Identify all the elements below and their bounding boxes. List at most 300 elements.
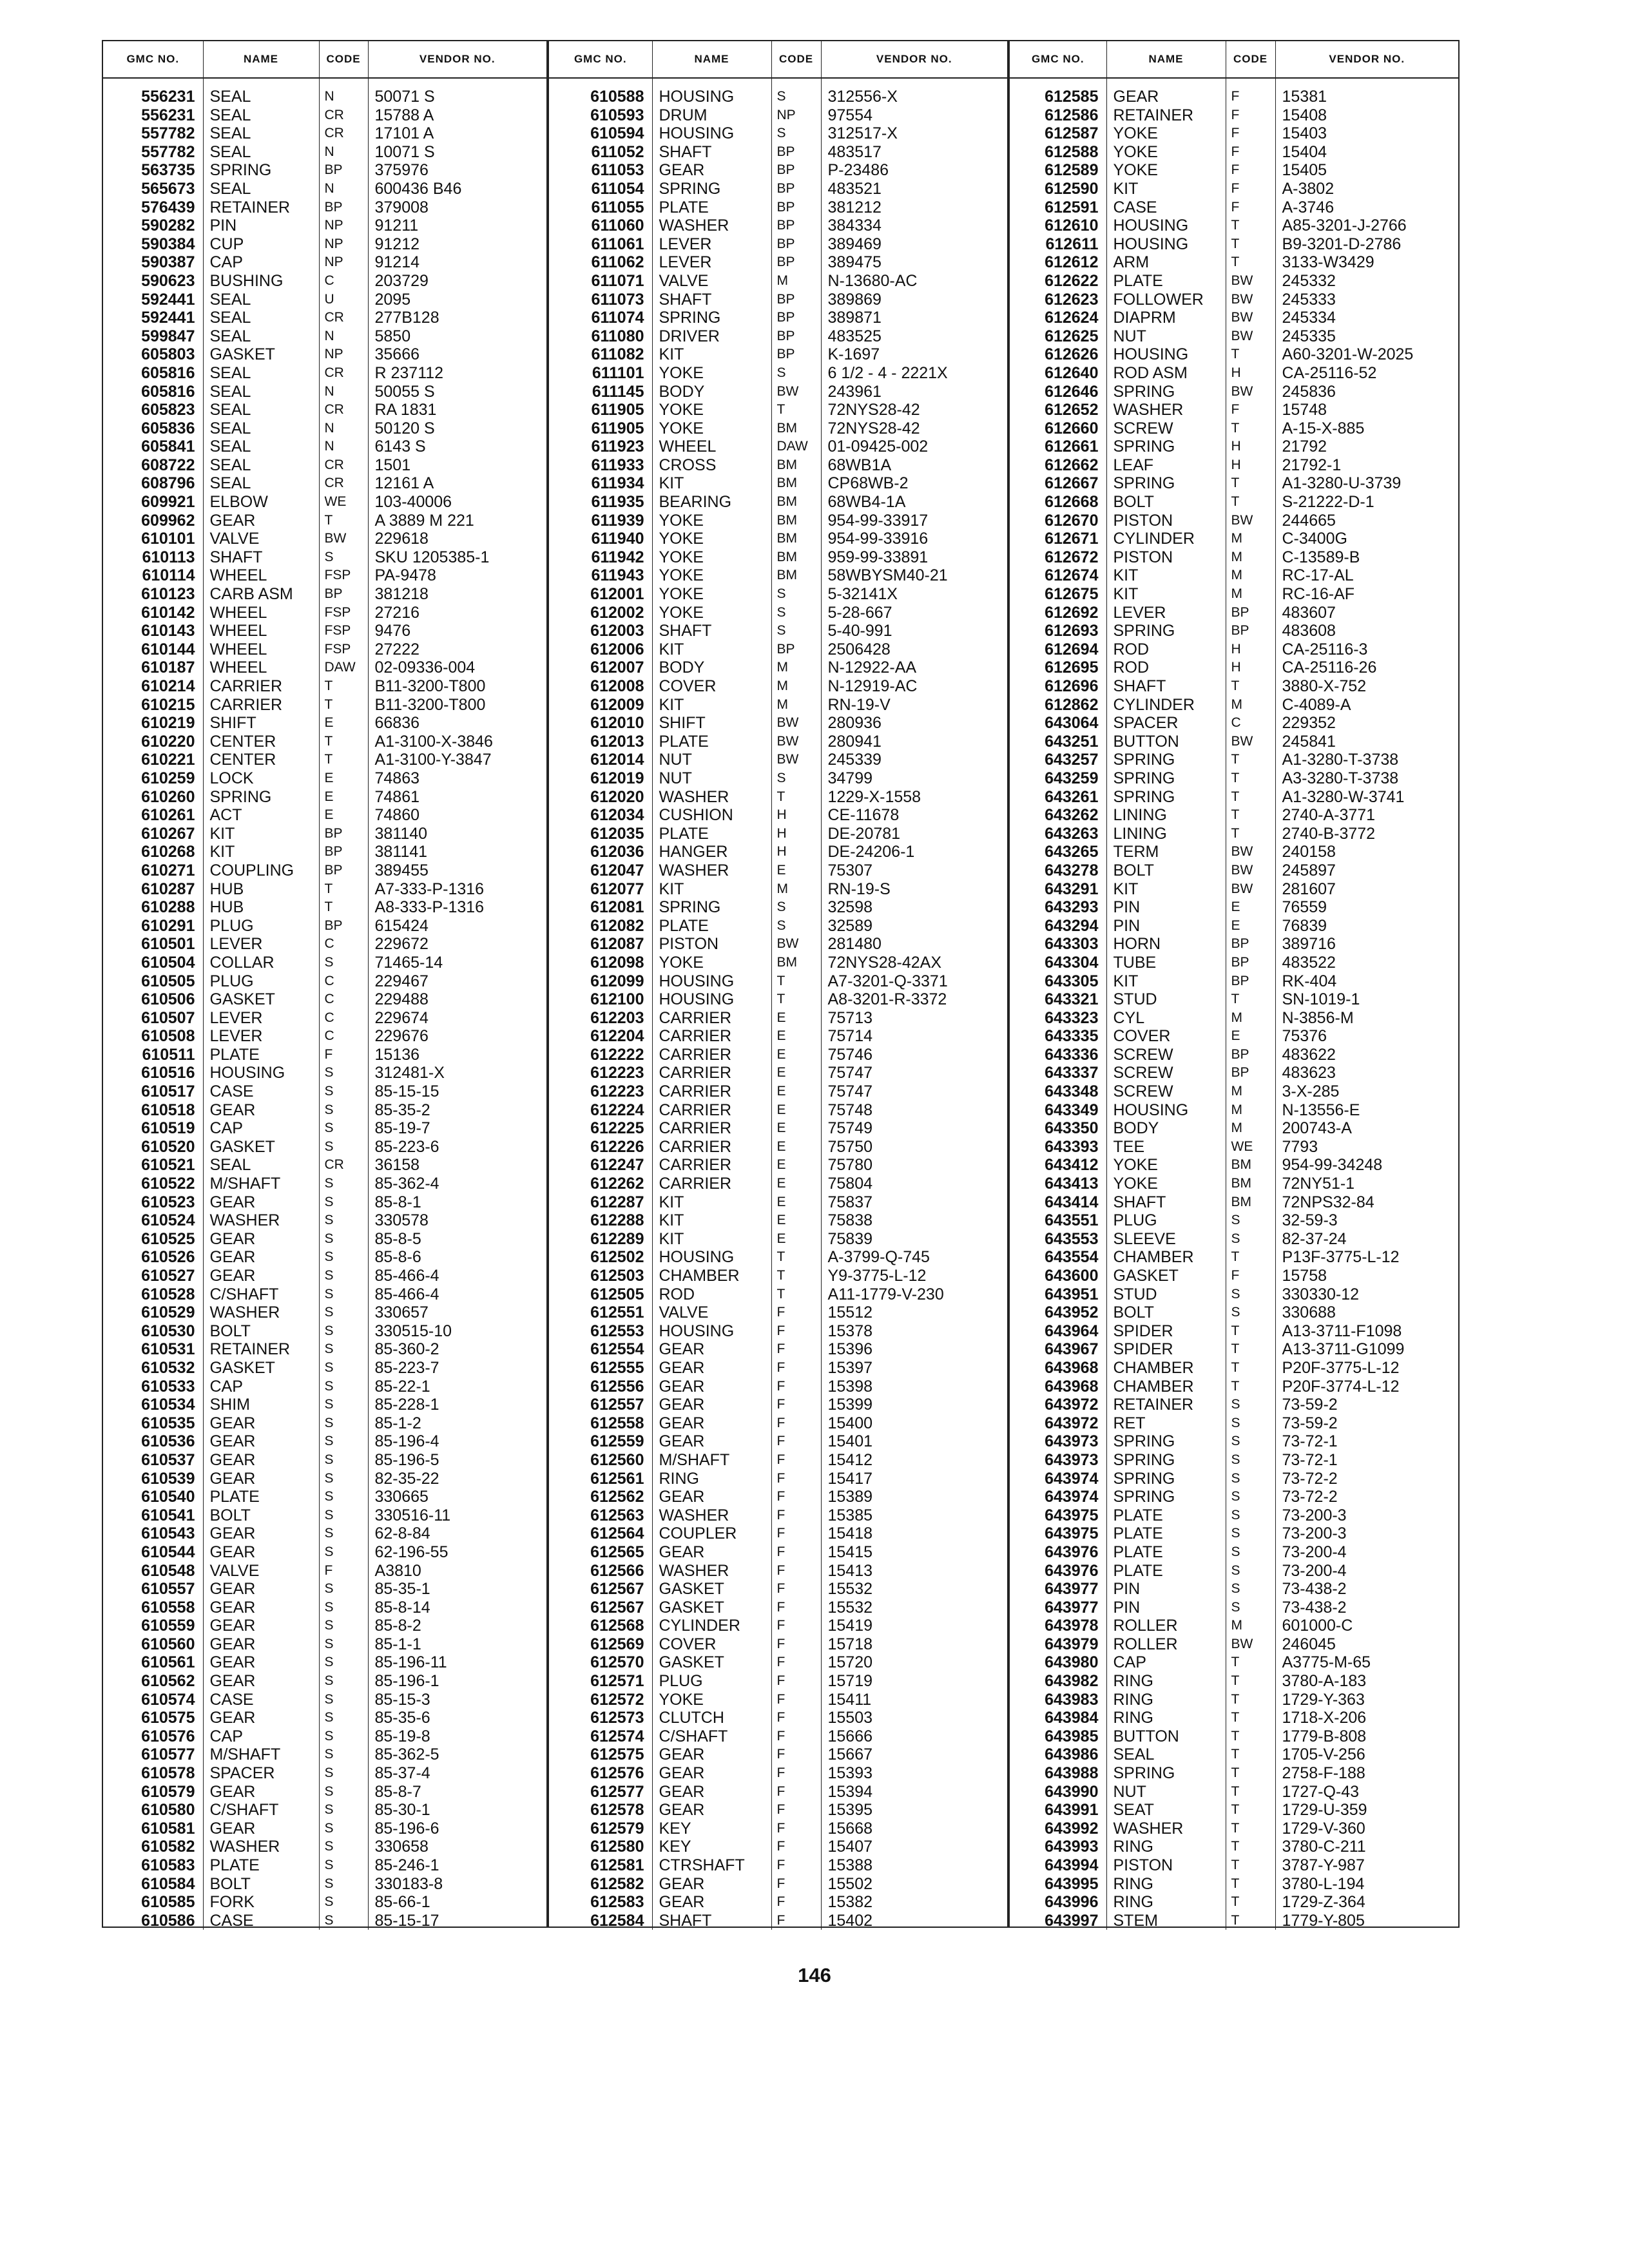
table-row [549,1745,1007,1764]
gmc-no-cell: 612578 [549,1801,652,1820]
table-row [103,493,546,512]
name-cell: HUB [203,898,319,917]
vendor-no-cell: 15532 [827,1580,873,1599]
gmc-no-cell: 612502 [549,1248,652,1267]
vendor-no-cell: CA-25116-3 [1282,640,1368,658]
table-row [549,345,1007,364]
header-gmc-no: GMC NO. [549,41,652,78]
name-cell: HUB [203,880,319,899]
vendor-no-cell: 58WBYSM40-21 [827,566,948,585]
table-row [1010,843,1458,861]
table-row [549,825,1007,843]
table-row [549,1009,1007,1028]
vendor-no-cell: 85-196-4 [374,1432,439,1451]
name-cell: CENTER [203,733,319,751]
gmc-no-cell: 612579 [549,1820,652,1838]
code-cell: BW [1226,291,1275,309]
name-cell: CUSHION [652,806,771,825]
name-cell: GEAR [203,1432,319,1451]
vendor-no-cell: 600436 B46 [374,179,462,198]
gmc-no-cell: 643972 [1010,1414,1106,1433]
table-row [103,1653,546,1672]
name-cell: GEAR [203,1248,319,1267]
vendor-no-cell: A3775-M-65 [1282,1653,1371,1672]
vendor-no-cell: 21792-1 [1282,456,1342,474]
table-row [103,548,546,567]
code-cell: S [319,1709,368,1727]
name-cell: SEAL [203,327,319,346]
gmc-no-cell: 643972 [1010,1396,1106,1414]
code-cell: M [1226,585,1275,604]
table-row [103,898,546,917]
code-cell: S [319,1248,368,1267]
table-row [1010,493,1458,512]
gmc-no-cell: 612576 [549,1764,652,1783]
vendor-no-cell: 66836 [374,714,420,733]
vendor-no-cell: 15411 [827,1690,872,1709]
table-row [103,677,546,696]
code-cell: S [319,1820,368,1838]
name-cell: FOLLOWER [1106,291,1226,309]
gmc-no-cell: 612667 [1010,474,1106,493]
code-cell: E [771,1027,821,1046]
code-cell: F [771,1524,821,1543]
name-cell: BOLT [1106,861,1226,880]
name-cell: M/SHAFT [652,1451,771,1470]
name-cell: WASHER [652,861,771,880]
code-cell: F [771,1432,821,1451]
gmc-no-cell: 643323 [1010,1009,1106,1028]
gmc-no-cell: 612567 [549,1580,652,1599]
code-cell: T [1226,769,1275,788]
table-row [1010,1156,1458,1175]
code-cell: T [319,733,368,751]
gmc-no-cell: 610520 [103,1138,203,1157]
code-cell: E [1226,1027,1275,1046]
name-cell: PLATE [1106,1524,1226,1543]
name-cell: PLUG [652,1672,771,1691]
gmc-no-cell: 612555 [549,1359,652,1378]
gmc-no-cell: 612099 [549,972,652,991]
gmc-no-cell: 612862 [1010,696,1106,715]
name-cell: COVER [652,677,771,696]
table-row [549,1617,1007,1635]
name-cell: LEVER [203,935,319,954]
name-cell: GEAR [203,512,319,530]
table-row [103,1543,546,1562]
name-cell: KEY [652,1838,771,1856]
gmc-no-cell: 610534 [103,1396,203,1414]
gmc-no-cell: 612590 [1010,180,1106,198]
code-cell: T [1226,1672,1275,1691]
vendor-no-cell: 483608 [1282,622,1336,640]
name-cell: SEAL [203,180,319,198]
vendor-no-cell: 15413 [827,1561,873,1580]
gmc-no-cell: 610261 [103,806,203,825]
gmc-no-cell: 612553 [549,1322,652,1341]
table-row [103,1027,546,1046]
code-cell: BM [1226,1156,1275,1175]
table-row [549,604,1007,622]
name-cell: TERM [1106,843,1226,861]
code-cell: DAW [319,658,368,677]
table-row [549,1783,1007,1802]
name-cell: KIT [652,1193,771,1212]
table-row [549,1691,1007,1709]
vendor-no-cell: 330330-12 [1282,1285,1360,1303]
name-cell: CROSS [652,456,771,475]
gmc-no-cell: 612081 [549,898,652,917]
table-row [103,1635,546,1654]
gmc-no-cell: 612100 [549,990,652,1009]
gmc-no-cell: 643984 [1010,1709,1106,1727]
gmc-no-cell: 612007 [549,658,652,677]
code-cell: S [319,1875,368,1894]
code-cell: E [771,1175,821,1193]
name-cell: GEAR [203,1451,319,1470]
gmc-no-cell: 612610 [1010,216,1106,235]
gmc-no-cell: 605816 [103,364,203,383]
vendor-no-cell: 85-1-1 [374,1635,421,1653]
vendor-no-cell: 72NYS28-42 [827,419,920,437]
table-row [1010,1285,1458,1304]
vendor-no-cell: PA-9478 [374,566,436,585]
vendor-no-cell: 75750 [827,1137,873,1156]
name-cell: RET [1106,1414,1226,1433]
vendor-no-cell: DE-20781 [827,824,901,843]
gmc-no-cell: 611054 [549,180,652,198]
code-cell: BW [1226,843,1275,861]
gmc-no-cell: 643976 [1010,1543,1106,1562]
gmc-no-cell: 643982 [1010,1672,1106,1691]
gmc-no-cell: 612581 [549,1856,652,1875]
name-cell: CUP [203,235,319,254]
name-cell: YOKE [652,585,771,604]
vendor-no-cell: 82-35-22 [374,1469,439,1488]
gmc-no-cell: 610581 [103,1820,203,1838]
gmc-no-cell: 565673 [103,180,203,198]
vendor-no-cell: 50071 S [374,88,435,106]
gmc-no-cell: 643414 [1010,1193,1106,1212]
code-cell: S [319,1672,368,1691]
code-cell: BW [771,733,821,751]
code-cell: S [1226,1562,1275,1581]
code-cell: S [319,1617,368,1635]
table-row [103,235,546,254]
vendor-no-cell: 85-246-1 [374,1856,439,1874]
vendor-no-cell: 85-196-1 [374,1672,439,1691]
vendor-no-cell: 389475 [827,253,882,272]
gmc-no-cell: 643975 [1010,1524,1106,1543]
vendor-no-cell: N-13556-E [1282,1100,1360,1119]
code-cell: BW [1226,1635,1275,1654]
code-cell: H [1226,364,1275,383]
name-cell: ELBOW [203,493,319,512]
name-cell: CYL [1106,1009,1226,1028]
code-cell: S [319,1543,368,1562]
gmc-no-cell: 612565 [549,1543,652,1562]
gmc-no-cell: 612561 [549,1470,652,1488]
gmc-no-cell: 612013 [549,733,652,751]
name-cell: PISTON [1106,1856,1226,1875]
code-cell: BW [1226,383,1275,401]
gmc-no-cell: 610558 [103,1599,203,1617]
vendor-no-cell: 6 1/2 - 4 - 2221X [827,363,948,382]
code-cell: N [319,180,368,198]
vendor-no-cell: 73-59-2 [1282,1396,1338,1414]
code-cell: S [319,1082,368,1101]
gmc-no-cell: 590384 [103,235,203,254]
gmc-no-cell: 612077 [549,880,652,899]
code-cell: F [771,1340,821,1359]
name-cell: PLUG [1106,1211,1226,1230]
vendor-no-cell: 312481-X [374,1064,445,1082]
code-cell: T [1226,1727,1275,1746]
code-cell: M [771,272,821,291]
gmc-no-cell: 643393 [1010,1138,1106,1157]
gmc-no-cell: 612020 [549,788,652,807]
code-cell: F [771,1801,821,1820]
code-cell: T [319,677,368,696]
name-cell: YOKE [1106,1175,1226,1193]
name-cell: ROLLER [1106,1617,1226,1635]
gmc-no-cell: 611071 [549,272,652,291]
code-cell: C [319,935,368,954]
table-row [103,1119,546,1138]
gmc-no-cell: 612556 [549,1378,652,1396]
table-row [103,1506,546,1525]
code-cell: E [1226,898,1275,917]
gmc-no-cell: 610259 [103,769,203,788]
vendor-no-cell: 75747 [827,1064,873,1082]
code-cell: S [1226,1451,1275,1470]
table-row [549,917,1007,936]
name-cell: COUPLER [652,1524,771,1543]
name-cell: SPRING [652,309,771,327]
gmc-no-cell: 610588 [549,78,652,106]
table-row [549,585,1007,604]
vendor-no-cell: A-3799-Q-745 [827,1248,930,1267]
name-cell: CAP [1106,1653,1226,1672]
gmc-no-cell: 643305 [1010,972,1106,991]
name-cell: GASKET [203,990,319,1009]
gmc-no-cell: 611052 [549,143,652,162]
code-cell: T [1226,1820,1275,1838]
gmc-no-cell: 612660 [1010,419,1106,438]
vendor-no-cell: 15719 [827,1672,873,1691]
header-name: NAME [1106,41,1226,78]
vendor-no-cell: 330516-11 [374,1506,451,1524]
code-cell: E [771,1138,821,1157]
name-cell: WASHER [652,1562,771,1581]
vendor-no-cell: 75749 [827,1119,873,1138]
table-row [103,658,546,677]
vendor-no-cell: 85-223-6 [374,1137,439,1156]
code-cell: S [319,1193,368,1212]
code-cell: S [319,1175,368,1193]
gmc-no-cell: 612586 [1010,106,1106,125]
table-row [103,309,546,327]
vendor-no-cell: 103-40006 [374,493,452,512]
code-cell: T [1226,1653,1275,1672]
gmc-no-cell: 612580 [549,1838,652,1856]
vendor-no-cell: 959-99-33891 [827,548,929,566]
name-cell: KIT [652,696,771,715]
gmc-no-cell: 610559 [103,1617,203,1635]
name-cell: LEVER [203,1009,319,1028]
name-cell: KIT [203,825,319,843]
page-number: 146 [798,1964,831,1986]
name-cell: SHIFT [203,714,319,733]
vendor-no-cell: 7793 [1282,1137,1318,1156]
name-cell: GEAR [652,1432,771,1451]
table-row [549,1764,1007,1783]
vendor-no-cell: 72NPS32-84 [1282,1193,1374,1211]
gmc-no-cell: 611055 [549,198,652,217]
name-cell: HOUSING [1106,345,1226,364]
table-row [549,1801,1007,1820]
vendor-no-cell: 75837 [827,1193,873,1211]
gmc-no-cell: 643974 [1010,1470,1106,1488]
name-cell: YOKE [652,604,771,622]
name-cell: STUD [1106,1285,1226,1304]
code-cell: T [1226,1691,1275,1709]
gmc-no-cell: 610560 [103,1635,203,1654]
table-row [103,106,546,125]
gmc-no-cell: 557782 [103,124,203,143]
code-cell: C [319,272,368,291]
table-row [1010,751,1458,769]
code-cell: T [1226,1359,1275,1378]
name-cell: SEAL [203,456,319,475]
table-row [103,474,546,493]
name-cell: GEAR [203,1783,319,1802]
vendor-no-cell: 15396 [827,1340,873,1359]
code-cell: F [771,1838,821,1856]
vendor-no-cell: 15395 [827,1801,873,1820]
table-row [549,1340,1007,1359]
gmc-no-cell: 612626 [1010,345,1106,364]
gmc-no-cell: 643413 [1010,1175,1106,1193]
vendor-no-cell: 389869 [827,290,882,309]
table-row [103,1672,546,1691]
gmc-no-cell: 612222 [549,1046,652,1064]
vendor-no-cell: RA 1831 [374,401,437,419]
name-cell: HOUSING [652,78,771,106]
gmc-no-cell: 611053 [549,161,652,180]
code-cell: S [319,1912,368,1930]
vendor-no-cell: 75746 [827,1045,873,1064]
code-cell: T [1226,1709,1275,1727]
gmc-no-cell: 643350 [1010,1119,1106,1138]
table-row [1010,1359,1458,1378]
table-row [549,1193,1007,1212]
name-cell: PLATE [203,1856,319,1875]
gmc-no-cell: 612001 [549,585,652,604]
code-cell: T [771,1248,821,1267]
code-cell: T [1226,1912,1275,1930]
code-cell: BP [771,640,821,659]
name-cell: VALVE [652,272,771,291]
table-row [103,714,546,733]
vendor-no-cell: 73-72-2 [1282,1469,1338,1488]
gmc-no-cell: 643951 [1010,1285,1106,1304]
name-cell: WASHER [1106,1820,1226,1838]
gmc-no-cell: 556231 [103,78,203,106]
vendor-no-cell: 384334 [827,216,882,235]
vendor-no-cell: 75838 [827,1211,873,1230]
code-cell: S [319,1303,368,1322]
code-cell: S [319,1451,368,1470]
vendor-no-cell: CP68WB-2 [827,474,909,493]
table-row [549,124,1007,143]
name-cell: RETAINER [1106,106,1226,125]
vendor-no-cell: C-13589-B [1282,548,1360,566]
vendor-no-cell: 72NY51-1 [1282,1175,1355,1193]
table-row [549,677,1007,696]
vendor-no-cell: 75780 [827,1156,873,1175]
vendor-no-cell: 3-X-285 [1282,1082,1340,1101]
vendor-no-cell: 85-15-15 [374,1082,439,1101]
name-cell: CARRIER [203,677,319,696]
table-row [549,696,1007,715]
vendor-no-cell: A-3746 [1282,198,1335,216]
name-cell: SEAL [203,124,319,143]
table-row [103,1378,546,1396]
table-row [549,1451,1007,1470]
gmc-no-cell: 610533 [103,1378,203,1396]
table-row [1010,401,1458,419]
gmc-no-cell: 612008 [549,677,652,696]
vendor-no-cell: 97554 [827,106,873,124]
vendor-no-cell: 75714 [827,1027,873,1046]
table-row [103,1230,546,1249]
gmc-no-cell: 612002 [549,604,652,622]
vendor-no-cell: 75748 [827,1100,873,1119]
vendor-no-cell: 72NYS28-42 [827,401,920,419]
vendor-no-cell: 15398 [827,1377,873,1396]
vendor-no-cell: 1501 [374,456,411,474]
name-cell: PIN [1106,898,1226,917]
table-row [1010,419,1458,438]
vendor-no-cell: 36158 [374,1156,420,1175]
vendor-no-cell: 85-8-1 [374,1193,421,1211]
header-code: CODE [319,41,368,78]
table-row [103,604,546,622]
code-cell: S [319,1470,368,1488]
vendor-no-cell: RN-19-V [827,695,891,714]
table-row [103,1322,546,1341]
gmc-no-cell: 612572 [549,1691,652,1709]
vendor-no-cell: 85-35-6 [374,1709,430,1727]
vendor-no-cell: 381218 [374,585,429,604]
table-row [1010,1709,1458,1727]
table-row [549,1230,1007,1249]
code-cell: BM [771,419,821,438]
table-row [1010,437,1458,456]
gmc-no-cell: 611080 [549,327,652,346]
code-cell: BW [771,751,821,769]
table-row [549,1838,1007,1856]
code-cell: S [1226,1396,1275,1414]
gmc-no-cell: 612587 [1010,124,1106,143]
table-row [1010,677,1458,696]
code-cell: F [1226,180,1275,198]
vendor-no-cell: 85-22-1 [374,1377,430,1396]
gmc-no-cell: 643251 [1010,733,1106,751]
name-cell: CASE [203,1912,319,1930]
table-row [1010,1838,1458,1856]
